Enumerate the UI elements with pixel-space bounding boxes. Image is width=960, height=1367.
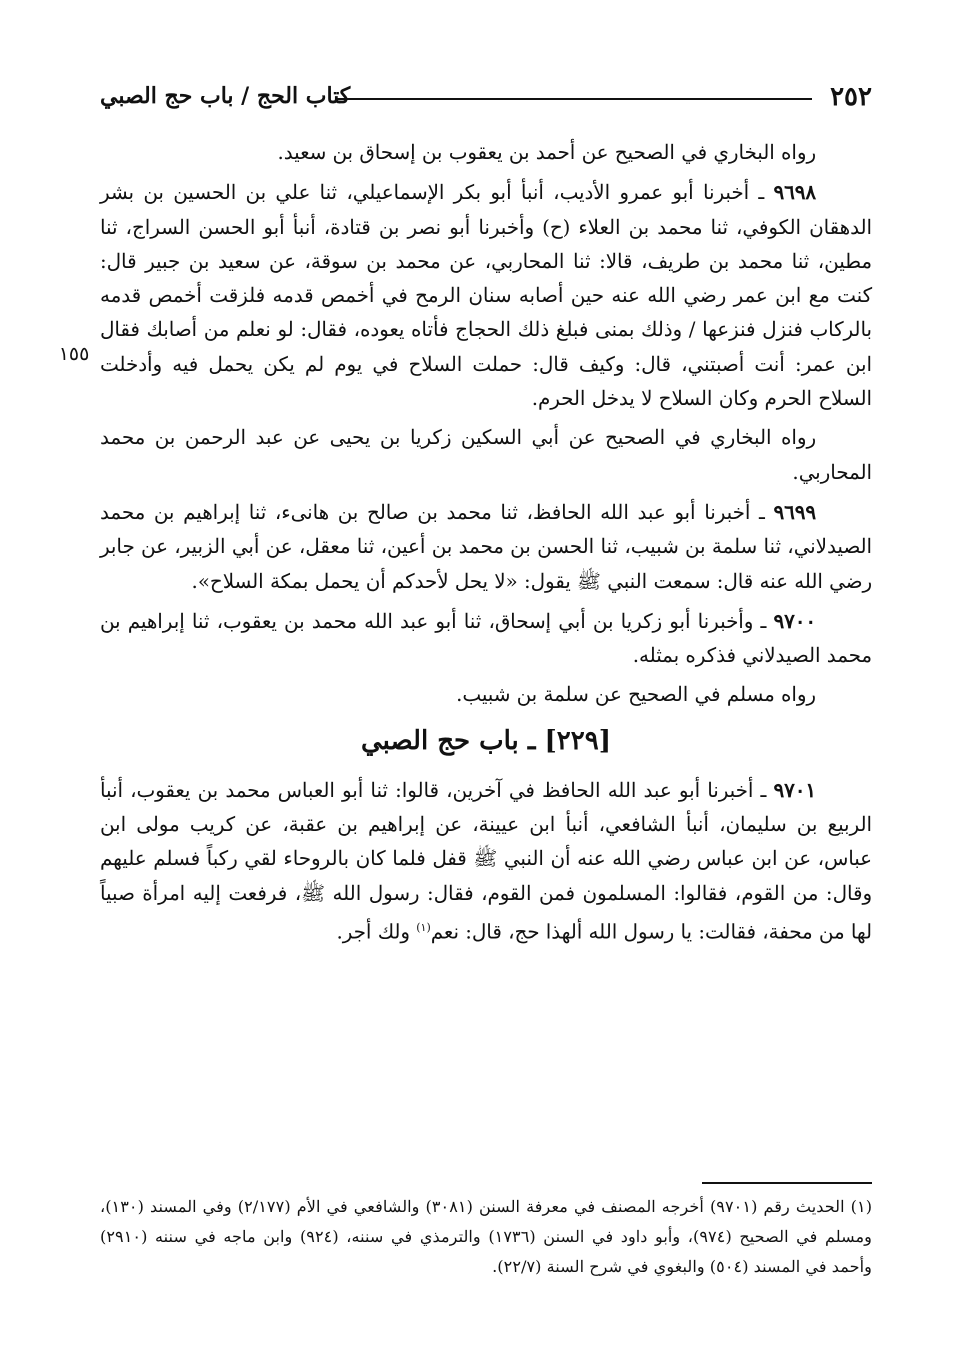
hadith-text: ـ أخبرنا أبو عبد الله الحافظ في آخرين، قالوا: ثنا أبو العباس محمد بن يعقوب، أنبأ الربيع بن سليمان، أنبأ الشافعي، أنبأ ابن عيينة، عن إبراهيم بن عقبة، عن كريب مولى ابن عباس، عن ابن عباس رضي الله عنه أن النبي ﷺ قفل فلما كان بالروحاء لقي ركباً فسلم عليهم وقال: من القوم، فقالوا: المسلمون فمن القوم، فقال: رسول الله ﷺ، فرفعت إليه امرأة صبياً لها من محفة، فقالت: يا رسول الله ألهذا حج، قال: نعم: [100, 778, 872, 944]
hadith-9701: [100, 773, 872, 950]
hadith-number: ٩٦٩٨: [773, 180, 816, 205]
footnote-marker: (١): [416, 920, 431, 934]
footnote: (١) الحديث رقم (٩٧٠١) أخرجه المصنف في معرفة السنن (٣٠٨١) والشافعي في الأم (٢/١٧٧) وفي المسند (١٣٠)، ومسلم في الصحيح (٩٧٤)، وأبو داود في السنن (١٧٣٦) والترمذي في سننه، (٩٢٤) وابن ماجه في سننه (٢٩١٠) وأحمد في المسند (٥٠٤) والبغوي في شرح السنة (٢٢/٧).: [100, 1197, 873, 1276]
hadith-9698: [100, 175, 872, 416]
hadith-text: ـ أخبرنا أبو عبد الله الحافظ، ثنا محمد بن صالح بن هانىء، ثنا إبراهيم بن محمد الصيدلاني، ثنا سلمة بن شبيب، ثنا الحسن بن محمد بن أعين، ثنا معقل، عن أبي الزبير، عن جابر رضي الله عنه قال: سمعت النبي ﷺ يقول: «لا يحل لأحدكم أن يحمل بمكة السلاح».: [100, 500, 872, 593]
hadith-9700: [100, 604, 872, 674]
hadith-number: ٩٧٠٠: [773, 608, 816, 633]
paragraph-6: رواه مسلم في الصحيح عن سلمة بن شبيب.: [456, 683, 816, 707]
footnote-rule: [702, 1182, 872, 1184]
chapter-heading: [٢٢٩] ـ باب حج الصبي: [360, 725, 612, 756]
hadith-text: ـ وأخبرنا أبو زكريا بن أبي إسحاق، ثنا أبو عبد الله محمد بن يعقوب، ثنا إبراهيم بن محمد الصيدلاني فذكره بمثله.: [100, 609, 872, 668]
hadith-text: ـ أخبرنا أبو عمرو الأديب، أنبأ أبو بكر الإسماعيلي، ثنا علي بن الحسين بن بشر الدهقان الكوفي، ثنا محمد بن العلاء (ح) وأخبرنا أبو نصر بن قتادة، أنبأ أبو الحسن السراج، ثنا مطين، ثنا محمد بن طريف، قالا: ثنا المحاربي، عن محمد بن سوقة، عن سعيد بن جبير قال: كنت مع ابن عمر رضي الله عنه حين أصابه سنان الرمح في أخمص قدمه فلزقت أخمص قدمه بالركاب فنزل فنزعها / وذلك بمنى فبلغ ذلك الحجاج فأتاه يعوده، فقال: لو نعلم من أصابك فقال ابن عمر: أنت أصبتني، قال: وكيف قال: حملت السلاح في يوم لم يكن يحمل فيه وأدخلت السلاح الحرم وكان السلاح لا يدخل الحرم.: [100, 181, 872, 411]
hadith-9699: [100, 495, 872, 599]
page-header: [100, 82, 872, 116]
hadith-text-end: ولك أجر.: [336, 920, 417, 944]
running-title: كتاب الحج / باب حج الصبي: [100, 83, 351, 109]
paragraph-3: رواه البخاري في الصحيح عن أبي السكين زكريا بن يحيى عن عبد الرحمن بن محمد المحاربي.: [100, 426, 872, 484]
hadith-number: ٩٦٩٩: [773, 499, 816, 524]
margin-page-marker: ١٥٥: [58, 343, 90, 365]
header-rule: [336, 98, 812, 100]
main-text: [100, 136, 872, 955]
paragraph-1: رواه البخاري في الصحيح عن أحمد بن يعقوب بن إسحاق بن سعيد.: [277, 141, 816, 164]
page-number: ٢٥٢: [830, 82, 872, 112]
hadith-number: ٩٧٠١: [773, 777, 816, 802]
